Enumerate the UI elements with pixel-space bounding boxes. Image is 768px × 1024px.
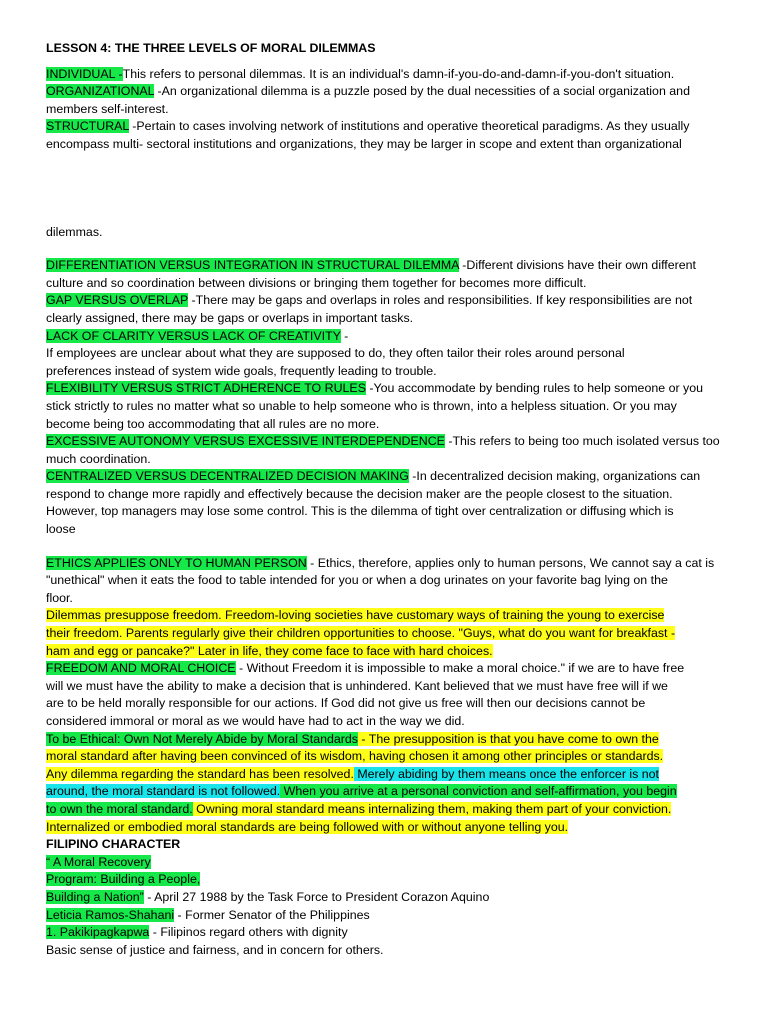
flexibility-text-end: become being too accommodating that all rules are no more. — [46, 416, 380, 431]
pakikipagkapwa-term: 1. Pakikipagkapwa — [46, 925, 150, 940]
freedom-text-2: their freedom. Parents regularly give their children opportunities to choose. "Guys, what do you want for breakfast - — [46, 626, 676, 641]
own-line-5 — [46, 801, 726, 819]
autonomy-text-cont: much coordination. — [46, 451, 151, 466]
freedom-para-3 — [46, 643, 726, 661]
structural-term: STRUCTURAL — [46, 119, 129, 134]
filipino-heading: FILIPINO CHARACTER — [46, 837, 181, 852]
gap-text-cont: clearly assigned, there may be gaps or overlaps in important tasks. — [46, 310, 414, 325]
level-individual — [46, 66, 726, 84]
human-text: - Ethics, therefore, applies only to human persons, We cannot say a cat is — [306, 555, 715, 570]
own-line-2 — [46, 748, 726, 766]
level-organizational — [46, 83, 726, 101]
freedom-text-3: ham and egg or pancake?" Later in life, they come face to face with hard choices. — [46, 643, 493, 658]
individual-term: INDIVIDUAL - — [46, 66, 123, 81]
differentiation-text-cont: culture and so coordination between divisions or bringing them together for becomes more difficult. — [46, 275, 587, 290]
flexibility-text: -You accommodate by bending rules to help someone or you — [365, 381, 704, 396]
dilemma-gap — [46, 292, 726, 310]
recovery-text-3-rest: - April 27 1988 by the Task Force to President Corazon Aquino — [143, 889, 490, 904]
centralized-text: -In decentralized decision making, organizations can — [408, 469, 701, 484]
individual-text: This refers to personal dilemmas. It is an individual's damn-if-you-do-and-damn-if-you-don't situation. — [122, 66, 675, 81]
flexibility-term: FLEXIBILITY VERSUS STRICT ADHERENCE TO RULES — [46, 381, 366, 396]
organizational-text-cont: members self-interest. — [46, 101, 169, 116]
document-page — [46, 40, 726, 959]
centralized-term: CENTRALIZED VERSUS DECENTRALIZED DECISION MAKING — [46, 469, 409, 484]
recovery-text-2: Program: Building a People, — [46, 872, 201, 887]
clarity-text: If employees are unclear about what they are supposed to do, they often tailor their roles around personal — [46, 346, 625, 361]
senator-line — [46, 907, 726, 925]
own-text: - The presupposition is that you have come to own the — [357, 731, 659, 746]
autonomy-term: EXCESSIVE AUTONOMY VERSUS EXCESSIVE INTERDEPENDENCE — [46, 434, 445, 449]
justice-line: Basic sense of justice and fairness, and in concern for others. — [46, 942, 384, 957]
dilemma-clarity — [46, 328, 726, 346]
freedom-para-2 — [46, 625, 726, 643]
own-text-2: moral standard after having been convinced of its wisdom, having chosen it among other principles or standards. — [46, 749, 664, 764]
senator-rest: - Former Senator of the Philippines — [174, 907, 370, 922]
clarity-dash: - — [340, 328, 349, 343]
recovery-text-3: Building a Nation” — [46, 889, 144, 904]
senator-name: Leticia Ramos-Shahani — [46, 907, 175, 922]
ethics-choice — [46, 660, 726, 678]
own-line-4 — [46, 783, 726, 801]
own-text-3b: Merely abiding by them means once the enforcer is not — [353, 766, 659, 781]
differentiation-text: -Different divisions have their own different — [458, 258, 696, 273]
human-text-end: floor. — [46, 590, 73, 605]
centralized-text-cont2: However, top managers may lose some control. This is the dilemma of tight over centralization or diffusing which is — [46, 504, 674, 519]
autonomy-text: -This refers to being too much isolated versus too — [444, 434, 720, 449]
dilemma-centralized — [46, 468, 726, 486]
differentiation-term: DIFFERENTIATION VERSUS INTEGRATION IN STRUCTURAL DILEMMA — [46, 258, 459, 273]
own-text-6: Internalized or embodied moral standards are being followed with or without anyone telling you. — [46, 819, 569, 834]
choice-term: FREEDOM AND MORAL CHOICE — [46, 661, 236, 676]
own-text-5a: to own the moral standard. — [46, 801, 193, 816]
choice-text-end: considered immoral or moral as we would have had to act in the way we did. — [46, 714, 465, 728]
centralized-text-end: loose — [46, 522, 76, 537]
pakikipagkapwa-rest: - Filipinos regard others with dignity — [149, 925, 348, 940]
pakikipagkapwa-line — [46, 924, 726, 942]
page-title: LESSON 4: THE THREE LEVELS OF MORAL DILEMMAS — [46, 41, 376, 55]
ethics-own — [46, 731, 726, 749]
choice-text-cont: will we must have the ability to make a decision that is unhindered. Kant believed that we must have free will if we — [46, 678, 668, 693]
structural-text-end: dilemmas. — [46, 224, 103, 239]
structural-text: -Pertain to cases involving network of institutions and operative theoretical paradigms. As they usually — [128, 119, 690, 134]
own-text-5b: Owning moral standard means internalizing them, making them part of your conviction. — [192, 801, 672, 816]
structural-text-cont: encompass multi- sectoral institutions and organizations, they may be larger in scope and extent than organizational — [46, 136, 682, 151]
clarity-text-cont: preferences instead of system wide goals, frequently leading to trouble. — [46, 363, 437, 378]
dilemma-differentiation — [46, 257, 726, 275]
freedom-para-1 — [46, 607, 726, 625]
clarity-term: LACK OF CLARITY VERSUS LACK OF CREATIVITY — [46, 328, 341, 343]
organizational-term: ORGANIZATIONAL — [46, 84, 155, 99]
flexibility-text-cont: stick strictly to rules no matter what so unable to help someone who is thrown, into a helpless situation. Or you may — [46, 398, 677, 413]
dilemma-autonomy — [46, 433, 726, 451]
ethics-human — [46, 555, 726, 573]
choice-text: - Without Freedom it is impossible to make a moral choice." if we are to have free — [235, 661, 685, 676]
own-text-4b: When you arrive at a personal conviction and self-affirmation, you begin — [280, 784, 677, 799]
recovery-line-1 — [46, 854, 726, 872]
recovery-text-1: “ A Moral Recovery — [46, 854, 151, 869]
own-text-3a: Any dilemma regarding the standard has been resolved. — [46, 766, 354, 781]
own-text-4a: around, the moral standard is not followed. — [46, 784, 281, 799]
recovery-line-2 — [46, 871, 726, 889]
recovery-line-3 — [46, 889, 726, 907]
centralized-text-cont: respond to change more rapidly and effectively because the decision maker are the people closest to the situation. — [46, 486, 673, 501]
choice-text-cont2: are to be held morally responsible for our actions. If God did not give us free will then our decisions cannot be — [46, 696, 646, 711]
gap-text: -There may be gaps and overlaps in roles and responsibilities. If key responsibilities are not — [188, 293, 693, 308]
freedom-text-1: Dilemmas presuppose freedom. Freedom-loving societies have customary ways of training the young to exercise — [46, 608, 665, 623]
own-line-6 — [46, 819, 726, 837]
level-structural — [46, 118, 726, 136]
human-term: ETHICS APPLIES ONLY TO HUMAN PERSON — [46, 555, 307, 570]
own-line-3 — [46, 766, 726, 784]
organizational-text: -An organizational dilemma is a puzzle posed by the dual necessities of a social organization and — [154, 84, 690, 99]
human-text-cont: "unethical" when it eats the food to table intended for you or when a dog urinates on your favorite bag lying on the — [46, 573, 668, 588]
own-term: To be Ethical: Own Not Merely Abide by Moral Standards — [46, 731, 358, 746]
dilemma-flexibility — [46, 380, 726, 398]
gap-term: GAP VERSUS OVERLAP — [46, 293, 189, 308]
